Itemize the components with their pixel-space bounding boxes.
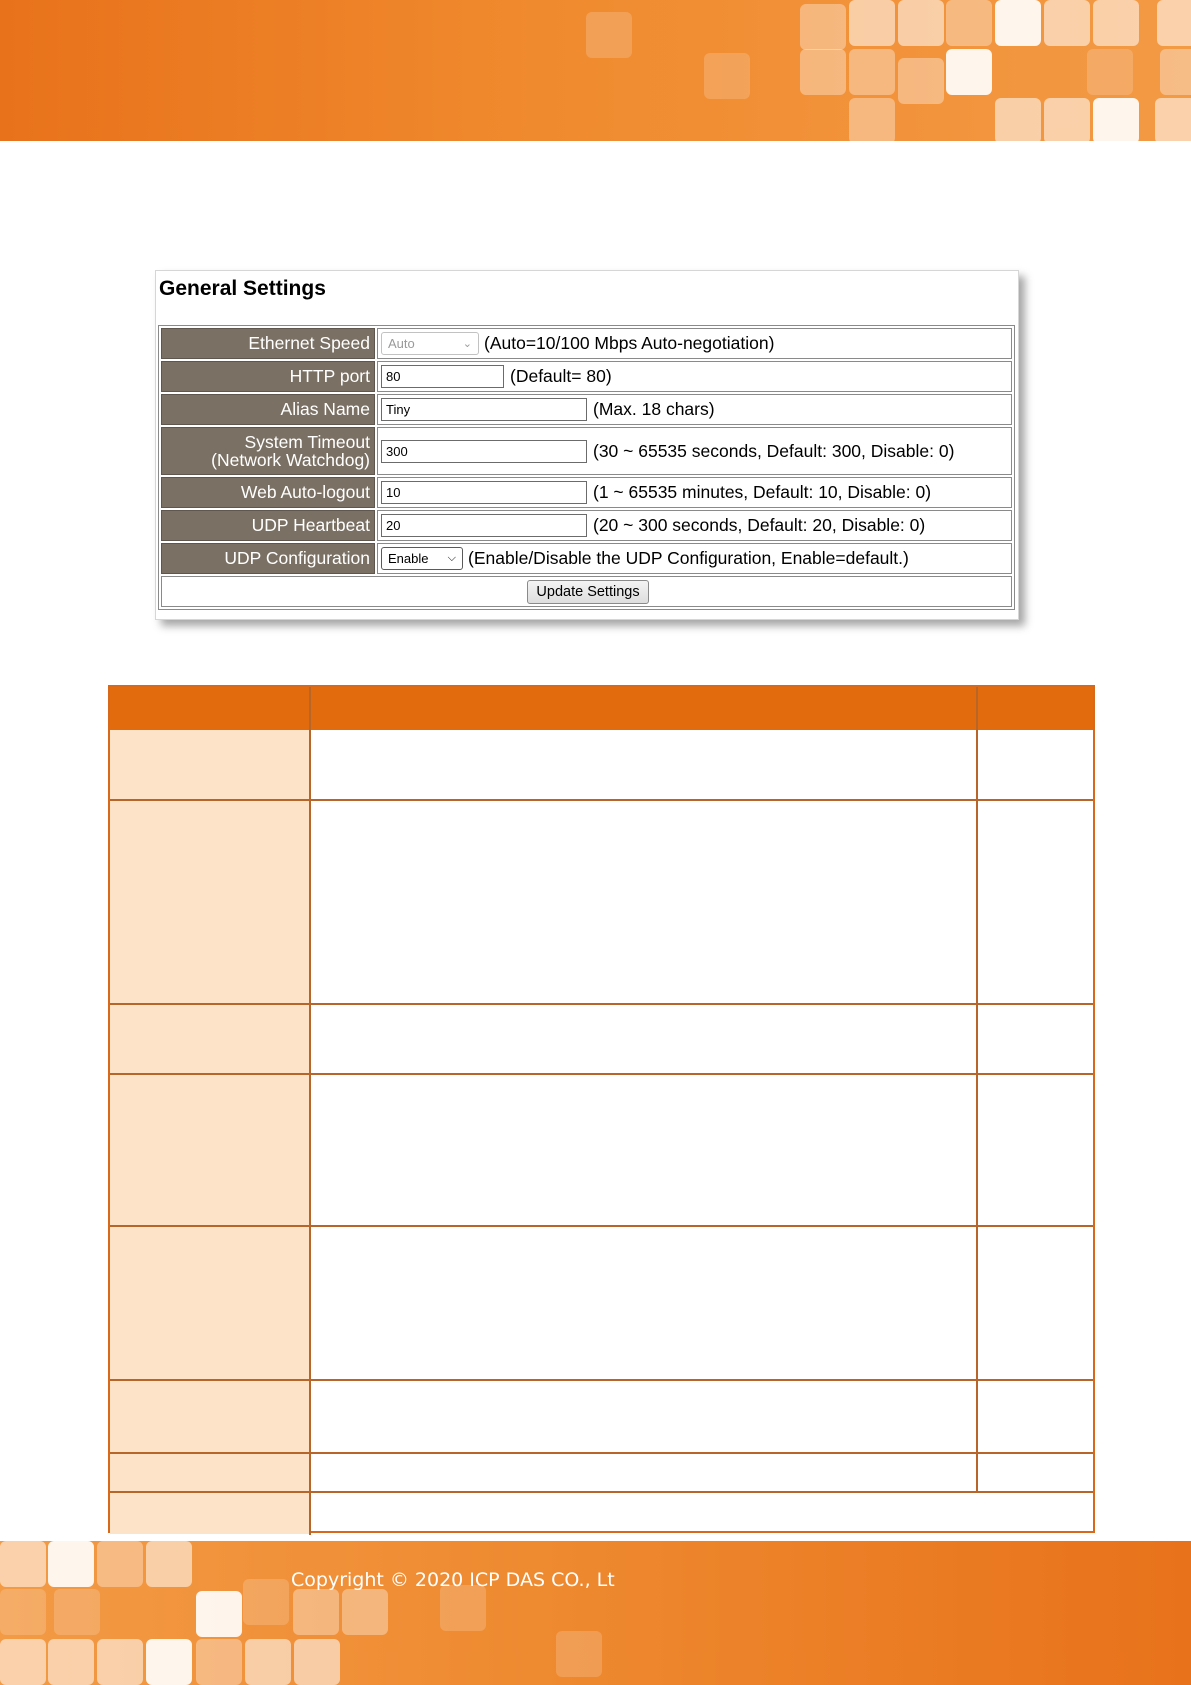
system-timeout-value [377,427,1012,475]
alias-name-hint: (Max. 18 chars) [593,399,715,419]
udp-configuration-select[interactable] [381,547,463,570]
chevron-down-icon: ⌄ [462,338,472,350]
decor-tile [1093,0,1139,46]
row-divider [110,1452,1093,1454]
settings-row-update [161,576,1012,607]
decor-tile [97,1541,143,1587]
udp-heartbeat-input[interactable]: 20 [381,514,587,537]
ethernet-speed-hint: (Auto=10/100 Mbps Auto-negotiation) [484,333,775,353]
decor-tile [946,49,992,95]
alias-name-label: Alias Name [161,394,375,425]
chevron-down-icon: ⌵ [447,552,456,564]
http-port-input[interactable]: 80 [381,365,504,388]
udp-heartbeat-label: UDP Heartbeat [161,510,375,541]
first-column [110,730,309,1534]
decor-tile [342,1589,388,1635]
decor-tile [800,4,846,50]
http-port-hint: (Default= 80) [510,366,612,386]
decor-tile [196,1591,242,1637]
ethernet-speed-value [377,328,1012,359]
system-timeout-hint: (30 ~ 65535 seconds, Default: 300, Disable: 0) [593,440,955,461]
system-timeout-label-line2: (Network Watchdog) [211,450,370,470]
decor-tile [196,1639,242,1685]
settings-table [158,325,1015,610]
decor-tile [97,1639,143,1685]
decor-tile [0,1589,46,1635]
footer-band [0,1541,1191,1685]
decor-tile [293,1589,339,1635]
decor-tile [995,98,1041,141]
alias-name-input[interactable]: Tiny [381,398,587,421]
web-auto-logout-value [377,477,1012,508]
update-settings-button[interactable]: Update Settings [527,580,648,604]
copyright-text: Copyright © 2020 ICP DAS CO., Lt [291,1569,615,1591]
udp-configuration-label: UDP Configuration [161,543,375,574]
row-divider [110,1003,1093,1005]
http-port-label: HTTP port [161,361,375,392]
udp-configuration-selected: Enable [388,551,429,566]
web-auto-logout-input[interactable]: 10 [381,481,587,504]
ethernet-speed-select[interactable] [381,332,479,355]
decor-tile [1160,49,1191,95]
decor-tile [898,58,944,104]
decor-tile [1155,98,1191,141]
decor-tile [0,1541,46,1587]
row-divider [110,1379,1093,1381]
system-timeout-label-line1: System Timeout [244,431,370,452]
update-cell [161,576,1012,607]
decor-tile [898,0,944,46]
ethernet-speed-selected: Auto [388,336,415,351]
panel-title: General Settings [159,277,326,300]
settings-row-ethernet-speed [161,328,1012,359]
udp-heartbeat-value [377,510,1012,541]
row-divider [110,1073,1093,1075]
decor-tile [54,1589,100,1635]
column-divider [976,687,978,1492]
row-divider [110,799,1093,801]
udp-heartbeat-hint: (20 ~ 300 seconds, Default: 20, Disable: 0) [593,515,926,535]
system-timeout-input[interactable]: 300 [381,440,587,463]
general-settings-panel [155,270,1019,620]
decor-tile [1044,0,1090,46]
settings-row-udp-configuration [161,543,1012,574]
row-divider [110,1225,1093,1227]
decor-tile [146,1639,192,1685]
header-band [0,0,1191,141]
decor-tile [849,98,895,141]
decor-tile [849,49,895,95]
row-divider [110,1491,1093,1493]
decor-tile [1044,98,1090,141]
decor-tile [0,1639,46,1685]
alias-name-value [377,394,1012,425]
system-timeout-label [161,427,375,475]
column-divider [309,687,311,1535]
http-port-value [377,361,1012,392]
decor-tile [800,49,846,95]
settings-row-udp-heartbeat [161,510,1012,541]
udp-configuration-value [377,543,1012,574]
decor-tile [556,1631,602,1677]
settings-row-web-auto-logout [161,477,1012,508]
settings-row-alias-name [161,394,1012,425]
decor-tile [243,1579,289,1625]
decor-tile [146,1541,192,1587]
decor-tile [946,0,992,46]
decor-tile [48,1541,94,1587]
decor-tile [245,1639,291,1685]
table-header-row [110,687,1093,730]
decor-tile [294,1639,340,1685]
decor-tile [1087,49,1133,95]
ethernet-speed-label: Ethernet Speed [161,328,375,359]
settings-row-http-port [161,361,1012,392]
web-auto-logout-label: Web Auto-logout [161,477,375,508]
decor-tile [704,53,750,99]
description-table [108,685,1095,1533]
udp-configuration-hint: (Enable/Disable the UDP Configuration, Enable=default.) [468,548,909,568]
decor-tile [440,1585,486,1631]
decor-tile [849,0,895,46]
decor-tile [586,12,632,58]
decor-tile [1157,0,1191,46]
decor-tile [1093,98,1139,141]
decor-tile [995,0,1041,46]
settings-row-system-timeout [161,427,1012,475]
decor-tile [48,1639,94,1685]
web-auto-logout-hint: (1 ~ 65535 minutes, Default: 10, Disable: 0) [593,482,932,502]
